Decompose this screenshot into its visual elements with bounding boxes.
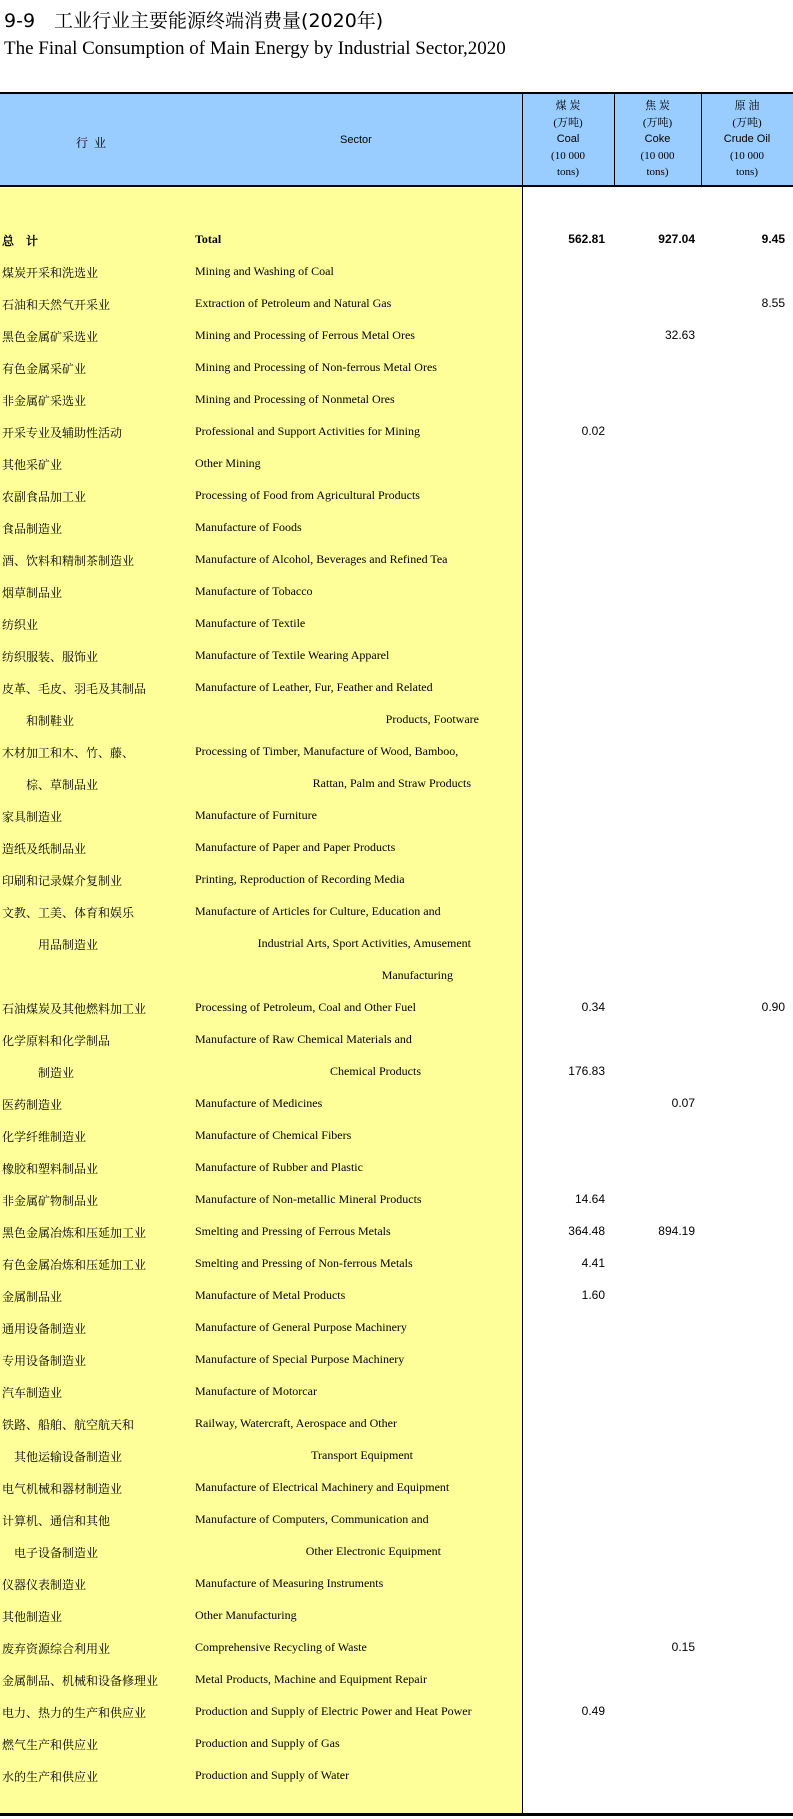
table-header — [0, 94, 793, 185]
sector-name-en: Production and Supply of Water — [195, 1768, 350, 1782]
sector-name-cn: 金属制品、机械和设备修理业 — [2, 1674, 159, 1688]
sector-name-en: Manufacture of Raw Chemical Materials and — [195, 1032, 412, 1046]
sector-name-cn: 有色金属冶炼和压延加工业 — [2, 1258, 147, 1272]
table-row — [0, 416, 793, 448]
header-coke-en: Coke — [644, 133, 671, 145]
sector-name-cn: 农副食品加工业 — [2, 490, 87, 504]
sector-name-cn: 非金属矿物制品业 — [2, 1194, 99, 1208]
sector-name-cn: 皮革、毛皮、羽毛及其制品 — [2, 682, 147, 696]
sector-name-cn: 医药制造业 — [2, 1098, 63, 1112]
sector-name-cn: 其他运输设备制造业 — [14, 1450, 123, 1464]
top-rule — [0, 92, 793, 94]
sector-name-cn: 文教、工美、体育和娱乐 — [2, 906, 135, 920]
column-divider-coke — [614, 94, 615, 187]
sector-name-en: Metal Products, Machine and Equipment Repair — [195, 1672, 427, 1686]
sector-name-en: Processing of Food from Agricultural Products — [195, 488, 420, 502]
sector-name-en: Manufacture of Textile — [195, 616, 306, 630]
header-coal-cn: 煤 炭 — [555, 100, 581, 112]
header-sector-cn: 行业 — [76, 136, 113, 150]
header-coke-unit: (万吨) — [642, 116, 673, 129]
table-row — [0, 512, 793, 544]
header-crude-unit-en1: (10 000 — [730, 149, 764, 162]
sector-name-en: Manufacture of Paper and Paper Products — [195, 840, 396, 854]
column-divider-crude — [701, 94, 702, 187]
sector-name-en: Extraction of Petroleum and Natural Gas — [195, 296, 392, 310]
sector-name-cn: 黑色金属冶炼和压延加工业 — [2, 1226, 147, 1240]
table-row — [0, 1536, 793, 1568]
table-row — [0, 704, 793, 736]
sector-name-en: Smelting and Pressing of Non-ferrous Metals — [195, 1256, 413, 1270]
sector-name-en: Manufacture of Rubber and Plastic — [195, 1160, 363, 1174]
table-row — [0, 1504, 793, 1536]
table-row — [0, 1024, 793, 1056]
coal-value: 4.41 — [581, 1256, 605, 1270]
sector-name-cn: 仪器仪表制造业 — [2, 1578, 87, 1592]
sector-name-en: Manufacture of Foods — [195, 520, 302, 534]
sector-name-en: Manufacture of Computers, Communication and — [195, 1512, 429, 1526]
sector-name-en: Production and Supply of Gas — [195, 1736, 340, 1750]
sector-name-cn: 非金属矿采选业 — [2, 394, 87, 408]
table-row — [0, 832, 793, 864]
header-crude-oil — [701, 98, 793, 181]
sector-name-cn: 铁路、船舶、航空航天和 — [2, 1418, 135, 1432]
crude-oil-value: 0.90 — [761, 1000, 785, 1014]
sector-name-cn: 有色金属采矿业 — [2, 362, 87, 376]
sector-name-cn: 燃气生产和供应业 — [2, 1738, 99, 1752]
sector-name-cn: 石油和天然气开采业 — [2, 298, 111, 312]
coal-value: 364.48 — [568, 1224, 605, 1238]
table-row — [0, 1600, 793, 1632]
header-coal-en: Coal — [556, 133, 580, 145]
header-coke-unit-en1: (10 000 — [640, 149, 675, 162]
header-crude-unit: (万吨) — [732, 116, 762, 129]
sector-name-en: Manufacture of Electrical Machinery and Equipment — [195, 1480, 450, 1494]
table-row — [0, 1344, 793, 1376]
table-row — [0, 640, 793, 672]
sector-name-en: Manufacture of General Purpose Machinery — [195, 1320, 407, 1334]
sector-name-cn: 计算机、通信和其他 — [2, 1514, 111, 1528]
sector-name-en: Mining and Washing of Coal — [195, 264, 334, 278]
sector-name-en: Other Manufacturing — [195, 1608, 297, 1622]
table-title-cn: 9-9 工业行业主要能源终端消费量(2020年) — [4, 10, 384, 32]
header-coal — [522, 98, 614, 181]
energy-table — [0, 94, 793, 1818]
table-row — [0, 1632, 793, 1664]
table-row — [0, 800, 793, 832]
sector-name-cn: 烟草制品业 — [2, 586, 63, 600]
sector-name-en: Printing, Reproduction of Recording Media — [195, 872, 405, 886]
table-row — [0, 1408, 793, 1440]
sector-name-en: Smelting and Pressing of Ferrous Metals — [195, 1224, 391, 1238]
sector-name-cn: 木材加工和木、竹、藤、 — [2, 746, 135, 760]
sector-name-en: Mining and Processing of Ferrous Metal Ores — [195, 328, 415, 342]
table-row — [0, 448, 793, 480]
sector-name-cn: 制造业 — [38, 1066, 75, 1080]
header-crude-en: Crude Oil — [723, 133, 771, 145]
sector-name-cn: 煤炭开采和洗选业 — [2, 266, 99, 280]
sector-name-cn: 化学纤维制造业 — [2, 1130, 87, 1144]
sector-name-en: Manufacture of Medicines — [195, 1096, 323, 1110]
coal-value: 176.83 — [568, 1064, 605, 1078]
sector-name-en: Rattan, Palm and Straw Products — [312, 776, 471, 790]
sector-name-en: Manufacture of Non-metallic Mineral Products — [195, 1192, 422, 1206]
sector-name-cn: 其他制造业 — [2, 1610, 63, 1624]
sector-name-en: Industrial Arts, Sport Activities, Amusement — [257, 936, 471, 950]
sector-name-cn: 电气机械和器材制造业 — [2, 1482, 123, 1496]
table-row — [0, 608, 793, 640]
table-row — [0, 928, 793, 960]
header-rule — [0, 185, 793, 187]
sector-name-en: Manufacture of Leather, Fur, Feather and Related — [195, 680, 433, 694]
table-row — [0, 1216, 793, 1248]
header-coal-unit-en2: tons) — [557, 166, 579, 178]
sector-name-cn: 废弃资源综合利用业 — [2, 1642, 111, 1656]
sector-name-cn: 化学原料和化学制品 — [2, 1034, 111, 1048]
sector-name-en: Manufacturing — [381, 968, 453, 982]
table-row — [0, 1088, 793, 1120]
sector-name-en: Processing of Timber, Manufacture of Wood, Bamboo, — [195, 744, 459, 758]
table-row — [0, 1696, 793, 1728]
crude-oil-value: 8.55 — [761, 296, 785, 310]
sector-name-en: Products, Footware — [385, 712, 479, 726]
sector-name-cn: 食品制造业 — [2, 522, 63, 536]
table-row — [0, 1440, 793, 1472]
coke-value: 0.07 — [671, 1096, 695, 1110]
sector-name-cn: 印刷和记录媒介复制业 — [2, 874, 123, 888]
sector-name-en: Total — [195, 232, 222, 246]
coal-value: 1.60 — [581, 1288, 605, 1302]
sector-name-cn: 黑色金属矿采选业 — [2, 330, 99, 344]
sector-name-en: Manufacture of Articles for Culture, Education and — [195, 904, 441, 918]
header-coke-cn: 焦 炭 — [645, 100, 670, 112]
sector-name-cn: 家具制造业 — [2, 810, 63, 824]
sector-name-en: Mining and Processing of Non-ferrous Metal Ores — [195, 360, 437, 374]
sector-name-en: Production and Supply of Electric Power and Heat Power — [195, 1704, 472, 1718]
sector-name-en: Manufacture of Textile Wearing Apparel — [195, 648, 390, 662]
table-row — [0, 992, 793, 1024]
sector-name-cn: 金属制品业 — [2, 1290, 63, 1304]
sector-name-cn: 纺织服装、服饰业 — [2, 650, 99, 664]
sector-name-cn: 酒、饮料和精制茶制造业 — [2, 554, 135, 568]
sector-name-cn: 电子设备制造业 — [14, 1546, 99, 1560]
sector-name-cn: 用品制造业 — [38, 938, 99, 952]
sector-name-en: Manufacture of Alcohol, Beverages and Refined Tea — [195, 552, 448, 566]
sector-name-en: Professional and Support Activities for Mining — [195, 424, 420, 438]
header-crude-cn: 原 油 — [734, 100, 760, 112]
header-coal-unit-en1: (10 000 — [551, 149, 585, 162]
sector-name-en: Manufacture of Furniture — [195, 808, 317, 822]
sector-name-en: Manufacture of Tobacco — [195, 584, 313, 598]
table-row — [0, 864, 793, 896]
sector-name-cn: 开采专业及辅助性活动 — [2, 426, 123, 440]
sector-name-en: Manufacture of Special Purpose Machinery — [195, 1352, 405, 1366]
sector-name-cn: 造纸及纸制品业 — [2, 842, 87, 856]
table-row — [0, 384, 793, 416]
table-title-en: The Final Consumption of Main Energy by Industrial Sector,2020 — [4, 38, 506, 59]
sector-name-cn: 水的生产和供应业 — [2, 1770, 99, 1784]
table-row — [0, 1664, 793, 1696]
sector-name-en: Comprehensive Recycling of Waste — [195, 1640, 367, 1654]
table-row — [0, 1760, 793, 1792]
table-row — [0, 480, 793, 512]
table-row — [0, 320, 793, 352]
table-row — [0, 1184, 793, 1216]
table-row — [0, 1568, 793, 1600]
coal-value: 0.02 — [581, 424, 605, 438]
sector-name-cn: 纺织业 — [2, 618, 39, 632]
table-row — [0, 1472, 793, 1504]
sector-name-en: Manufacture of Metal Products — [195, 1288, 346, 1302]
table-row — [0, 960, 793, 992]
table-row — [0, 544, 793, 576]
total-row — [0, 224, 793, 256]
sector-name-en: Other Electronic Equipment — [305, 1544, 441, 1558]
sector-name-en: Transport Equipment — [311, 1448, 413, 1462]
sector-name-en: Railway, Watercraft, Aerospace and Other — [195, 1416, 397, 1430]
coal-value: 14.64 — [574, 1192, 605, 1206]
bottom-rule — [0, 1813, 793, 1816]
coke-value: 32.63 — [664, 328, 695, 342]
table-row — [0, 768, 793, 800]
table-row — [0, 1728, 793, 1760]
header-crude-unit-en2: tons) — [736, 166, 758, 178]
crude-oil-value: 9.45 — [761, 232, 785, 246]
header-coke — [614, 98, 701, 181]
table-row — [0, 352, 793, 384]
table-row — [0, 1312, 793, 1344]
header-coke-unit-en2: tons) — [646, 166, 669, 178]
sector-name-en: Manufacture of Motorcar — [195, 1384, 317, 1398]
header-coal-unit: (万吨) — [553, 116, 583, 129]
coke-value: 0.15 — [671, 1640, 695, 1654]
table-row — [0, 672, 793, 704]
sector-name-en: Mining and Processing of Nonmetal Ores — [195, 392, 395, 406]
sector-name-cn: 电力、热力的生产和供应业 — [2, 1706, 147, 1720]
sector-name-en: Manufacture of Chemical Fibers — [195, 1128, 352, 1142]
table-row — [0, 576, 793, 608]
table-row — [0, 1152, 793, 1184]
sector-name-cn: 通用设备制造业 — [2, 1322, 87, 1336]
sector-name-en: Chemical Products — [330, 1064, 421, 1078]
table-row — [0, 736, 793, 768]
table-row — [0, 1120, 793, 1152]
header-sector-en: Sector — [340, 134, 372, 146]
table-row — [0, 256, 793, 288]
coal-value: 0.34 — [581, 1000, 605, 1014]
sector-name-cn: 专用设备制造业 — [2, 1354, 87, 1368]
sector-name-en: Manufacture of Measuring Instruments — [195, 1576, 384, 1590]
sector-name-cn: 汽车制造业 — [2, 1386, 63, 1400]
coal-value: 562.81 — [568, 232, 605, 246]
coke-value: 894.19 — [658, 1224, 695, 1238]
table-row — [0, 1248, 793, 1280]
coke-value: 927.04 — [658, 232, 695, 246]
table-row — [0, 1280, 793, 1312]
table-row — [0, 288, 793, 320]
coal-value: 0.49 — [581, 1704, 605, 1718]
sector-name-cn: 石油煤炭及其他燃料加工业 — [2, 1002, 147, 1016]
table-row — [0, 1376, 793, 1408]
sector-name-cn: 棕、草制品业 — [26, 778, 99, 792]
sector-name-cn: 其他采矿业 — [2, 458, 63, 472]
sector-name-cn: 总 计 — [2, 234, 39, 248]
table-row — [0, 896, 793, 928]
sector-name-cn: 和制鞋业 — [26, 714, 75, 728]
table-row — [0, 1056, 793, 1088]
sector-name-en: Other Mining — [195, 456, 261, 470]
sector-name-en: Processing of Petroleum, Coal and Other Fuel — [195, 1000, 416, 1014]
sector-name-cn: 橡胶和塑料制品业 — [2, 1162, 99, 1176]
